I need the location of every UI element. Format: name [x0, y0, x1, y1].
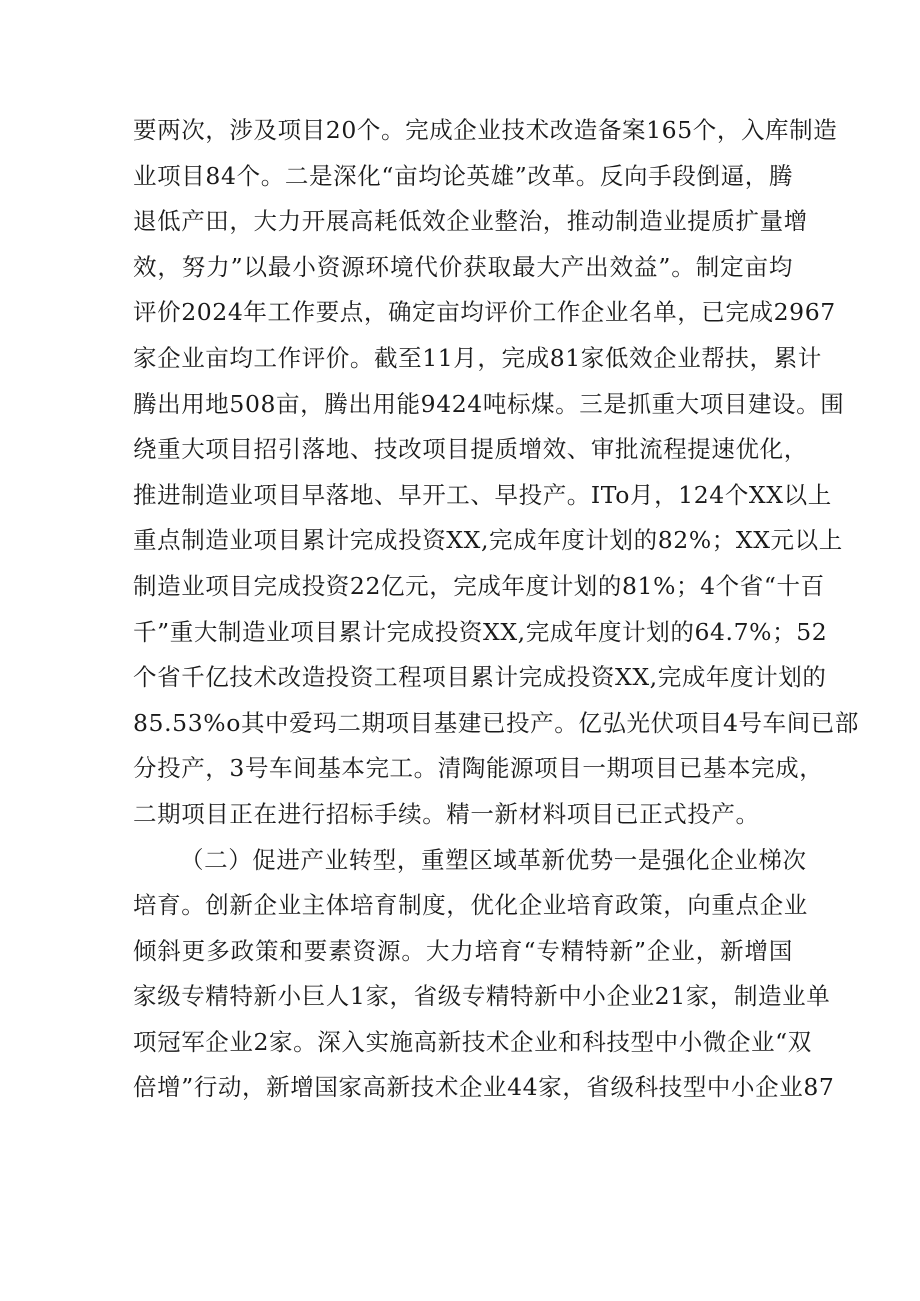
text-line: 推进制造业项目早落地、早开工、早投产。ITo月，124个XX以上 [133, 480, 832, 509]
text-line: 绕重大项目招引落地、技改项目提质增效、审批流程提速优化， [133, 435, 808, 464]
text-line: 个省千亿技术改造投资工程项目累计完成投资XX,完成年度计划的 [133, 663, 827, 692]
text-line-paragraph-end: 二期项目正在进行招标手续。精一新材料项目已正式投产。 [133, 799, 760, 828]
text-line: 85.53%o其中爱玛二期项目基建已投产。亿弘光伏项目4号车间已部 [133, 708, 860, 737]
text-line: 倍增”行动，新增国家高新技术企业44家，省级科技型中小企业87 [133, 1073, 835, 1102]
text-line: 倾斜更多政策和要素资源。大力培育“专精特新”企业，新增国 [133, 936, 793, 965]
section-heading-line: （二）促进产业转型，重塑区域革新优势一是强化企业梯次 [180, 845, 807, 874]
text-line: 家级专精特新小巨人1家，省级专精特新中小企业21家，制造业单 [133, 982, 831, 1011]
text-line: 千”重大制造业项目累计完成投资XX,完成年度计划的64.7%；52 [133, 617, 828, 646]
text-line: 腾出用地508亩，腾出用能9424吨标煤。三是抓重大项目建设。围 [133, 389, 845, 418]
text-line: 评价2024年工作要点，确定亩均评价工作企业名单，已完成2967 [133, 298, 836, 327]
text-line: 业项目84个。二是深化“亩均论英雄”改革。反向手段倒逼，腾 [133, 161, 793, 190]
text-line: 要两次，涉及项目20个。完成企业技术改造备案165个，入库制造 [133, 116, 838, 144]
text-line: 分投产，3号车间基本完工。清陶能源项目一期项目已基本完成， [133, 754, 824, 783]
text-line: 重点制造业项目累计完成投资XX,完成年度计划的82%；XX元以上 [133, 526, 843, 555]
text-line: 制造业项目完成投资22亿元，完成年度计划的81%；4个省“十百 [133, 571, 825, 600]
text-line: 项冠军企业2家。深入实施高新技术企业和科技型中小微企业“双 [133, 1027, 812, 1056]
text-line: 家企业亩均工作评价。截至11月，完成81家低效企业帮扶，累计 [133, 343, 822, 372]
text-line: 退低产田，大力开展高耗低效企业整治，推动制造业提质扩量增 [133, 207, 808, 236]
body-text [133, 108, 860, 1111]
text-line: 效，努力”以最小资源环境代价获取最大产出效益”。制定亩均 [133, 252, 793, 281]
text-line: 培育。创新企业主体培育制度，优化企业培育政策，向重点企业 [133, 891, 808, 920]
